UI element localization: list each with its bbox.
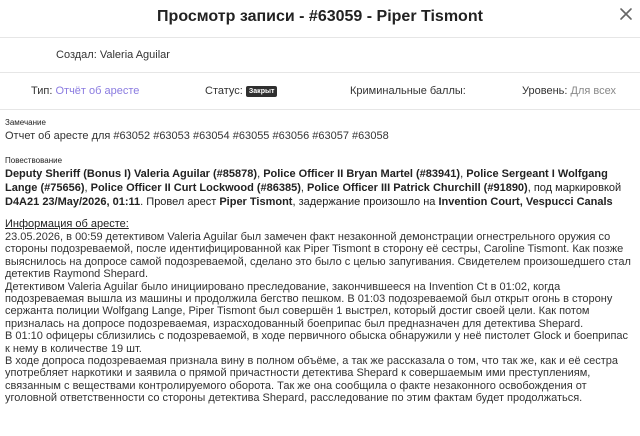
arrest-info-paragraph: Детективом Valeria Aguilar было инициировано преследование, закончившееся на Invention Ct в 01:02, когда подозреваемая вышла из машины и продолжила бегство пешком. В 01:03 подозреваемой был открыт огонь в сторону сержанта полиции Wolfgang Lange, Piper Tismont был совершён 1 выстрел, который достиг своей цели. Как потом призналась на допросе подозреваемая, израсходованный боеприпас был предназначен для детектива Shepard.	[5, 280, 613, 330]
level-label: Уровень:	[522, 85, 568, 97]
narrative-separator: ,	[84, 182, 91, 194]
unit-callsign: D4A21	[5, 196, 40, 208]
level-value: Для всех	[570, 85, 616, 97]
officer-5: Police Officer III Patrick Churchill (#91890)	[307, 182, 528, 194]
criminal-points-cell	[350, 73, 466, 110]
suspect-name: Piper Tismont	[219, 196, 293, 208]
note-text: Отчет об аресте для #63052 #63053 #63054 #63055 #63056 #63057 #63058	[5, 130, 389, 142]
officer-2: Police Officer II Bryan Martel (#83941)	[263, 168, 461, 180]
meta-row	[0, 73, 640, 110]
arrest-info-paragraph: В 01:10 офицеры сблизились с подозреваемой, в ходе первичного обыска обнаружили у неё пистолет Glock и боеприпас к нему в количестве 19 шт.	[5, 330, 629, 355]
narrative-text-part: . Провел арест	[140, 196, 220, 208]
narrative-text	[5, 167, 635, 209]
type-label: Тип:	[31, 85, 53, 97]
narrative-text-part: , под маркировкой	[527, 182, 622, 194]
arrest-info-paragraph: В ходе допроса подозреваемая признала вину в полном объёме, а так же рассказала о том, что так же, как и её сестра употребляет наркотики и заявила о прямой причастности детектива Shepard к совершаемым ими преступлениям, связанным с веществами контролируемого оборота. Так же она сообщила о факте незаконного освобождения от уголовной ответственности со стороны детектива Shepard, расследование по этим фактам будет продолжаться.	[5, 355, 619, 405]
note-label: Замечание	[5, 118, 46, 127]
arrest-location: Invention Court, Vespucci Canals	[438, 196, 613, 208]
type-link[interactable]: Отчёт об аресте	[55, 85, 140, 97]
arrest-info-paragraph: 23.05.2026, в 00:59 детективом Valeria Aguilar был замечен факт незаконной демонстрации огнестрельного оружия со стороны подозреваемой, после идентифицированной как Piper Tismont в сторону её сестры, Caroline Tismont. Как позже выяснилось на допросе самой подозреваемой, сделано это было с целью запугивания. Свидетелем произошедшего стал детектив Raymond Shepard.	[5, 231, 631, 281]
status-badge: Закрыт	[246, 86, 277, 97]
narrative-separator: ,	[460, 168, 467, 180]
arrest-info	[5, 217, 635, 405]
record-content	[0, 118, 640, 405]
officer-1: Deputy Sheriff (Bonus I) Valeria Aguilar (#85878)	[5, 168, 258, 180]
modal-title: Просмотр записи - #63059 - Piper Tismont	[157, 8, 483, 25]
status-label: Статус:	[205, 85, 243, 97]
status-cell	[205, 73, 277, 110]
close-icon[interactable]	[618, 6, 634, 22]
creator-label: Создал:	[56, 49, 97, 61]
close-icon-glyph	[618, 6, 634, 22]
criminal-points-label: Криминальные баллы:	[350, 85, 466, 97]
narrative-label: Повествование	[5, 156, 63, 165]
narrative-separator: ,	[257, 168, 264, 180]
officer-4: Police Officer II Curt Lockwood (#86385)	[90, 182, 301, 194]
level-cell	[522, 73, 616, 110]
modal-header	[0, 0, 640, 38]
creator-value: Valeria Aguilar	[99, 49, 170, 61]
narrative-text-part: , задержание произошло на	[292, 196, 439, 208]
type-cell	[31, 73, 139, 110]
arrest-datetime: 23/May/2026, 01:11	[42, 196, 141, 208]
arrest-info-heading: Информация об аресте:	[5, 218, 129, 230]
officer-3: Police Sergeant I Wolfgang Lange (#75656)	[5, 168, 608, 194]
narrative-separator: ,	[300, 182, 308, 194]
creator-row	[0, 38, 640, 73]
